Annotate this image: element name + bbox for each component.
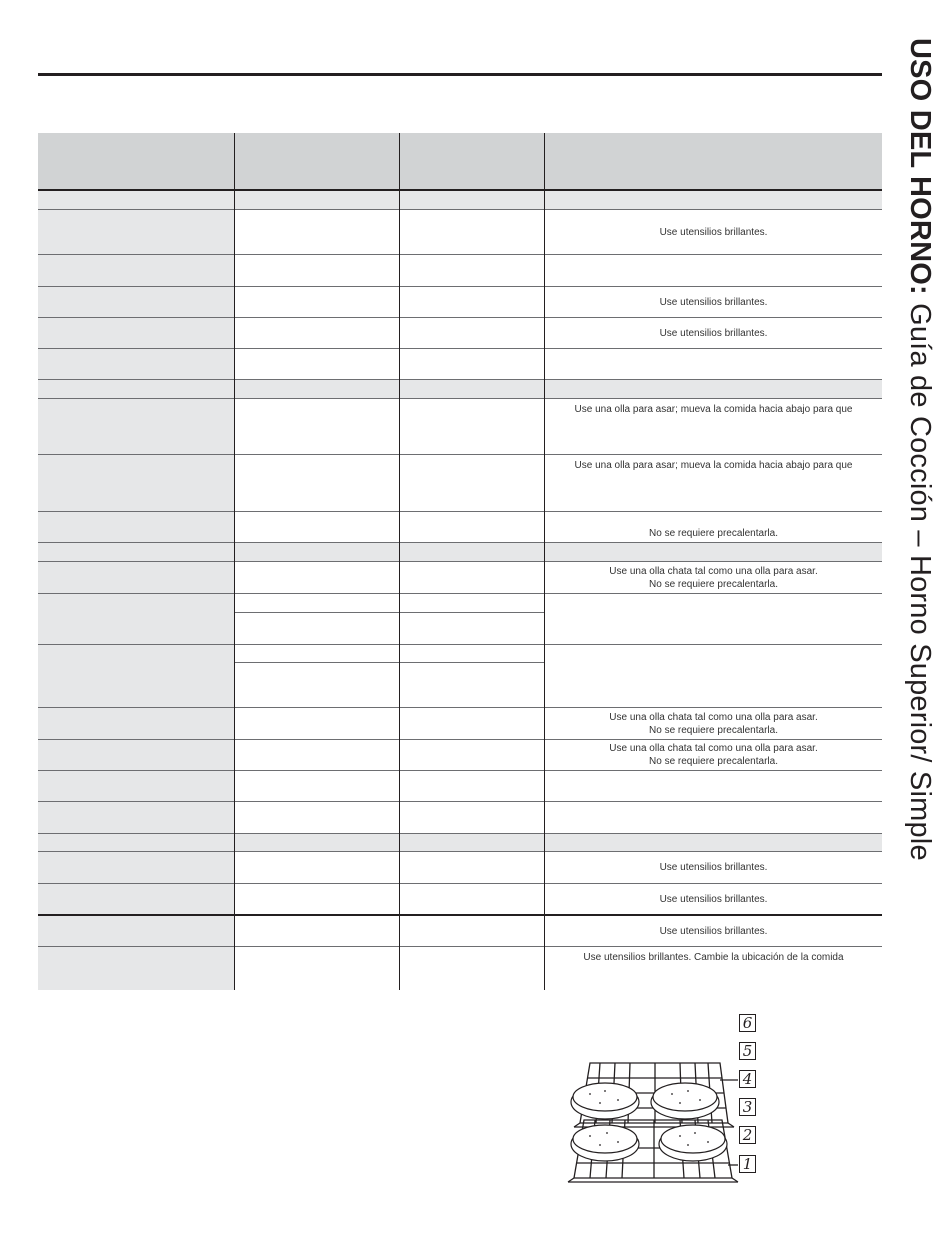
table-row bbox=[38, 255, 234, 286]
table-row bbox=[38, 455, 234, 511]
page-title-bold: USO DEL HORNO: bbox=[904, 38, 936, 295]
table-row-notes: Use una olla chata tal como una olla para asar. No se requiere precalentarla. bbox=[609, 711, 818, 736]
table-row bbox=[38, 884, 234, 914]
table-row bbox=[38, 947, 234, 990]
table-row-notes: Use utensilios brillantes. bbox=[659, 296, 768, 308]
table-row bbox=[38, 852, 234, 883]
table-row-notes: Use utensilios brillantes. Cambie la ubicación de la comida bbox=[583, 952, 844, 963]
table-row bbox=[38, 645, 234, 707]
section-row-1 bbox=[38, 191, 882, 210]
table-row bbox=[38, 210, 234, 254]
table-row-notes: Use utensilios brillantes. bbox=[659, 925, 768, 937]
table-row bbox=[38, 740, 234, 770]
rack-position-1: 1 bbox=[739, 1155, 756, 1173]
rack-position-3: 3 bbox=[739, 1098, 756, 1116]
rack-position-2: 2 bbox=[739, 1126, 756, 1144]
top-rule bbox=[38, 73, 882, 76]
table-row bbox=[38, 349, 234, 379]
table-row-notes: No se requiere precalentarla. bbox=[649, 528, 778, 539]
section-row-3 bbox=[38, 542, 882, 562]
table-row bbox=[38, 802, 234, 833]
section-row-2 bbox=[38, 379, 882, 399]
table-row bbox=[38, 562, 234, 593]
table-row-notes: Use utensilios brillantes. bbox=[659, 226, 768, 238]
section-row-4 bbox=[38, 833, 882, 852]
rack-position-6: 6 bbox=[739, 1014, 756, 1032]
table-row bbox=[38, 399, 234, 454]
table-row-notes: Use utensilios brillantes. bbox=[659, 862, 768, 873]
table-row bbox=[38, 287, 234, 317]
table-row-notes: Use utensilios brillantes. bbox=[659, 327, 768, 339]
table-row bbox=[38, 594, 234, 644]
table-row-notes: Use una olla chata tal como una olla para asar. No se requiere precalentarla. bbox=[609, 743, 818, 767]
table-row-notes: Use una olla chata tal como una olla para asar. No se requiere precalentarla. bbox=[609, 565, 818, 590]
table-row-notes: Use una olla para asar; mueva la comida hacia abajo para que bbox=[574, 404, 853, 415]
table-row bbox=[38, 318, 234, 348]
table-header-row bbox=[38, 133, 882, 190]
table-row-notes: Use utensilios brillantes. bbox=[659, 893, 768, 905]
table-row bbox=[38, 916, 234, 946]
page-title-rest: Guía de Cocción – Horno Superior/ Simple bbox=[904, 294, 936, 861]
rack-position-4: 4 bbox=[739, 1070, 756, 1088]
table-row bbox=[38, 771, 234, 801]
rack-position-5: 5 bbox=[739, 1042, 756, 1060]
table-row-notes: Use una olla para asar; mueva la comida hacia abajo para que bbox=[574, 460, 853, 471]
table-row bbox=[38, 512, 234, 542]
table-row bbox=[38, 708, 234, 739]
page-title bbox=[903, 38, 937, 861]
